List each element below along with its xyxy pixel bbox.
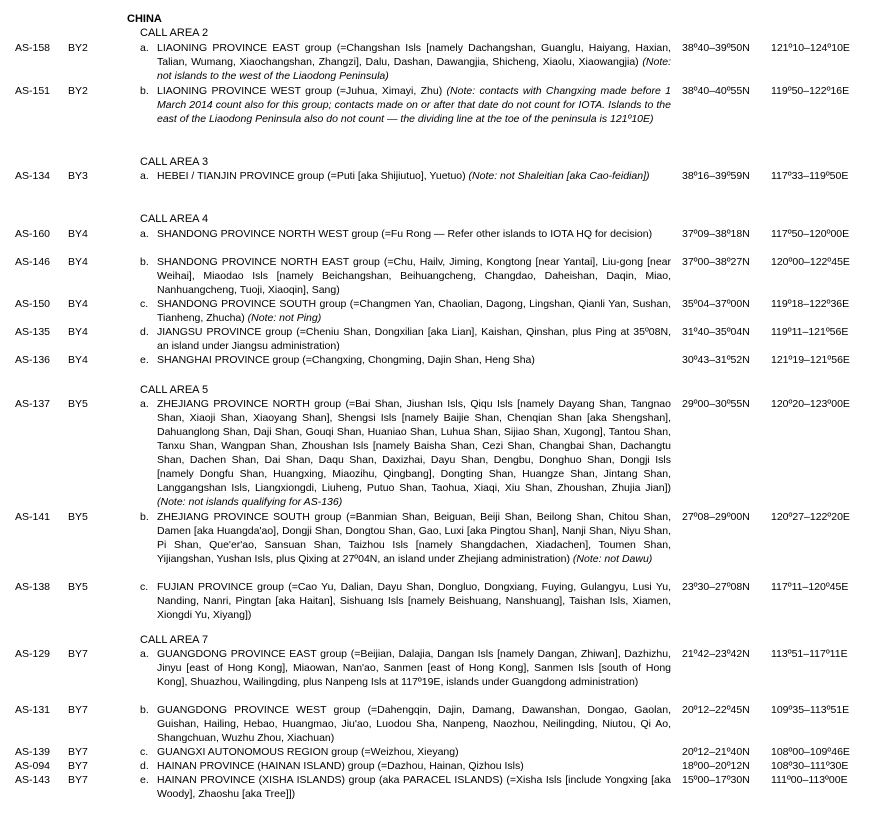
item-letter: a. [140, 648, 149, 660]
group-text: SHANGHAI PROVINCE group (=Changxing, Chongming, Dajin Shan, Heng Sha) [157, 354, 535, 366]
item-letter: d. [140, 326, 149, 338]
latitude-range: 20º12–21º40N [682, 746, 750, 758]
latitude-range: 37º00–38º27N [682, 256, 750, 268]
group-description [157, 510, 671, 566]
callsign-prefix: BY7 [68, 774, 88, 786]
iota-reference: AS-135 [15, 326, 51, 338]
group-text: SHANDONG PROVINCE NORTH EAST group (=Chu, Hailv, Jiming, Kongtong [near Yantai], Liu-gong [near Weihai], Miaodao Isls [namely Beichangshan, Beihuangcheng, Changdao, Daheishan, Daqin, Miao, Nanhuangcheng, Tuoji, Xiaoqin], Sang) [157, 256, 671, 296]
longitude-range: 111º00–113º00E [771, 774, 848, 786]
group-text: HAINAN PROVINCE (XISHA ISLANDS) group (aka PARACEL ISLANDS) (=Xisha Isls [include Yongxing [aka Woody], Zhaoshu [aka Tree]]) [157, 774, 671, 800]
latitude-range: 23º30–27º08N [682, 581, 750, 593]
iota-reference: AS-151 [15, 85, 51, 97]
callsign-prefix: BY5 [68, 581, 88, 593]
group-description [157, 41, 671, 83]
callsign-prefix: BY2 [68, 85, 88, 97]
iota-reference: AS-129 [15, 648, 51, 660]
longitude-range: 108º00–109º46E [771, 746, 850, 758]
latitude-range: 37º09–38º18N [682, 228, 750, 240]
iota-reference: AS-137 [15, 398, 51, 410]
group-note: (Note: not Shaleitian [aka Cao-feidian]) [468, 170, 650, 182]
iota-reference: AS-160 [15, 228, 51, 240]
callsign-prefix: BY7 [68, 746, 88, 758]
group-text: SHANDONG PROVINCE SOUTH group (=Changmen Yan, Chaolian, Dagong, Lingshan, Qianli Yan, Sushan, Tianheng, Zhucha) [157, 298, 671, 324]
iota-reference: AS-136 [15, 354, 51, 366]
callsign-prefix: BY4 [68, 326, 88, 338]
callsign-prefix: BY7 [68, 760, 88, 772]
group-description [157, 580, 671, 622]
iota-reference: AS-158 [15, 42, 51, 54]
latitude-range: 38º40–40º55N [682, 85, 750, 97]
group-text: GUANGDONG PROVINCE WEST group (=Dahengqin, Dajin, Damang, Dawanshan, Dongao, Gaolan, Guishan, Hailing, Hebao, Huangmao, Jiu'ao, Luodou Sha, Nanpeng, Naozhou, Neilingding, Niutou, Qi Ao, Shangchuan, Wuzhu Zhou, Xiachuan) [157, 704, 671, 744]
item-letter: c. [140, 298, 149, 310]
group-text: HAINAN PROVINCE (HAINAN ISLAND) group (=Dazhou, Hainan, Qizhou Isls) [157, 760, 524, 772]
callsign-prefix: BY4 [68, 354, 88, 366]
call-area-heading: CALL AREA 5 [140, 384, 209, 396]
callsign-prefix: BY5 [68, 511, 88, 523]
group-description [157, 773, 671, 801]
call-area-heading: CALL AREA 7 [140, 634, 209, 646]
iota-reference: AS-150 [15, 298, 51, 310]
group-description [157, 227, 671, 241]
group-description [157, 84, 671, 126]
item-letter: a. [140, 228, 149, 240]
item-letter: a. [140, 398, 149, 410]
latitude-range: 15º00–17º30N [682, 774, 750, 786]
iota-reference: AS-143 [15, 774, 51, 786]
iota-reference: AS-138 [15, 581, 51, 593]
iota-reference: AS-141 [15, 511, 51, 523]
country-heading: CHINA [127, 13, 162, 25]
callsign-prefix: BY4 [68, 228, 88, 240]
group-note: (Note: contacts with Changxing made before 1 March 2014 count also for this group; contacts made on or after that date do not count for IOTA. Islands to the east of the Liaodong Peninsula also do not count — the dividing line at the toe of the peninsula is 121º10E) [157, 85, 672, 125]
longitude-range: 117º11–120º45E [771, 581, 849, 593]
callsign-prefix: BY4 [68, 298, 88, 310]
item-letter: c. [140, 746, 149, 758]
longitude-range: 119º50–122º16E [771, 85, 850, 97]
group-text: HEBEI / TIANJIN PROVINCE group (=Puti [aka Shijiutuo], Yuetuo) [157, 170, 469, 182]
group-text: GUANGXI AUTONOMOUS REGION group (=Weizhou, Xieyang) [157, 746, 459, 758]
group-description [157, 745, 671, 759]
longitude-range: 117º50–120º00E [771, 228, 850, 240]
call-area-heading: CALL AREA 3 [140, 156, 209, 168]
longitude-range: 120º00–122º45E [771, 256, 850, 268]
callsign-prefix: BY4 [68, 256, 88, 268]
item-letter: a. [140, 42, 149, 54]
call-area-heading: CALL AREA 4 [140, 213, 209, 225]
group-text: ZHEJIANG PROVINCE NORTH group (=Bai Shan, Jiushan Isls, Qiqu Isls [namely Dayang Shan, Tangnao Shan, Xiaoji Shan, Xiaoyang Shan], Shengsi Isls [namely Baijie Shan, Chenqian Shan [aka Shengshan], Dahuanglong Shan, Daji Shan, Gouqi Shan, Huaniao Shan, Luhua Shan, Sijiao Shan, Xugong], Tantou Shan, Tanxu Shan, Wangpan Shan, Zhoushan Isls [namely Baisha Shan, Cezi Shan, Changbai Shan, Dachangtu Shan, Dachen Shan, Dai Shan, Daqu Shan, Daxizhai, Dayu Shan, Dengbu, Donghuo Shan, Dongji Isls [namely Dongfu Shan, Huangxing, Miaozihu, Qingbang], Dongting Shan, Huangze Shan, Jintang Shan, Langgangshan Isls, Liangxiongdi, Liuheng, Putuo Shan, Taohua, Xiaqi, Xiu Shan, Zhoushan, Zhujia Jian]) [157, 398, 671, 494]
longitude-range: 120º27–122º20E [771, 511, 850, 523]
group-text: ZHEJIANG PROVINCE SOUTH group (=Banmian Shan, Beiguan, Beiji Shan, Beilong Shan, Chitou Shan, Damen [aka Huangda'ao], Dongji Shan, Dongtou Shan, Gao, Luxi [aka Pingtou Shan], Nanji Shan, Niyu Shan, Pi Shan, Que'er'ao, Sansuan Shan, Taizhou Isls [namely Shangdachen, Xiadachen], Toumen Shan, Yijiangshan, Yushan Isls, plus Qixing at 27º04N, an island under Zhejiang administration) [157, 511, 671, 565]
longitude-range: 108º30–111º30E [771, 760, 849, 772]
iota-reference: AS-094 [15, 760, 51, 772]
group-note: (Note: not Ping) [247, 312, 322, 324]
group-description [157, 255, 671, 297]
longitude-range: 113º51–117º11E [771, 648, 848, 660]
latitude-range: 27º08–29º00N [682, 511, 750, 523]
item-letter: b. [140, 511, 149, 523]
latitude-range: 30º43–31º52N [682, 354, 750, 366]
longitude-range: 121º10–124º10E [771, 42, 850, 54]
group-description [157, 397, 671, 509]
longitude-range: 120º20–123º00E [771, 398, 850, 410]
group-description [157, 325, 671, 353]
longitude-range: 119º18–122º36E [771, 298, 850, 310]
call-area-heading: CALL AREA 2 [140, 27, 209, 39]
group-text: GUANGDONG PROVINCE EAST group (=Beijian, Dalajia, Dangan Isls [namely Dangan, Zhiwan], Dazhizhu, Jinyu [east of Hong Kong], Miaowan, Nan'ao, Sanmen [east of Hong Kong], Sanmen Isls [south of Hong Kong], Shuazhou, Wailingding, plus Nanpeng Isls at 117º19E, islands under Guangdong administration) [157, 648, 671, 688]
group-text: JIANGSU PROVINCE group (=Cheniu Shan, Dongxilian [aka Lian], Kaishan, Qinshan, plus Ping at 35º08N, an island under Jiangsu administration) [157, 326, 671, 352]
callsign-prefix: BY5 [68, 398, 88, 410]
item-letter: c. [140, 581, 149, 593]
group-description [157, 703, 671, 745]
group-text: FUJIAN PROVINCE group (=Cao Yu, Dalian, Dayu Shan, Dongluo, Dongxiang, Fuying, Gulangyu, Lusi Yu, Nanding, Nanri, Pingtan [aka Haitan], Sishuang Isls [namely Beishuang, Nanshuang], Taishan Isls, Xiamen, Xiongdi Yu, Xiyang]) [157, 581, 671, 621]
group-description [157, 169, 671, 183]
latitude-range: 38º40–39º50N [682, 42, 750, 54]
item-letter: b. [140, 256, 149, 268]
group-note: (Note: not islands qualifying for AS-136) [157, 496, 343, 508]
group-note: (Note: not Dawu) [572, 553, 653, 565]
iota-reference: AS-146 [15, 256, 51, 268]
callsign-prefix: BY7 [68, 648, 88, 660]
latitude-range: 38º16–39º59N [682, 170, 750, 182]
group-text: LIAONING PROVINCE WEST group (=Juhua, Ximayi, Zhu) [157, 85, 447, 97]
longitude-range: 121º19–121º56E [771, 354, 850, 366]
longitude-range: 109º35–113º51E [771, 704, 850, 716]
iota-reference: AS-131 [15, 704, 51, 716]
group-text: LIAONING PROVINCE EAST group (=Changshan Isls [namely Dachangshan, Guanglu, Haiyang, Haxian, Talian, Wumang, Xiaochangshan, Zhangzi], Dalu, Dashan, Dawangjia, Shicheng, Xiaolu, Xiaowangjia) [157, 42, 671, 68]
group-text: SHANDONG PROVINCE NORTH WEST group (=Fu Rong — Refer other islands to IOTA HQ for decision) [157, 228, 653, 240]
item-letter: d. [140, 760, 149, 772]
group-description [157, 353, 671, 367]
iota-reference: AS-134 [15, 170, 51, 182]
latitude-range: 35º04–37º00N [682, 298, 750, 310]
latitude-range: 20º12–22º45N [682, 704, 750, 716]
group-description [157, 759, 671, 773]
callsign-prefix: BY3 [68, 170, 88, 182]
latitude-range: 29º00–30º55N [682, 398, 750, 410]
latitude-range: 21º42–23º42N [682, 648, 750, 660]
item-letter: a. [140, 170, 149, 182]
item-letter: b. [140, 704, 149, 716]
group-description [157, 297, 671, 325]
callsign-prefix: BY7 [68, 704, 88, 716]
callsign-prefix: BY2 [68, 42, 88, 54]
longitude-range: 117º33–119º50E [771, 170, 849, 182]
item-letter: e. [140, 774, 149, 786]
longitude-range: 119º11–121º56E [771, 326, 849, 338]
latitude-range: 18º00–20º12N [682, 760, 750, 772]
item-letter: e. [140, 354, 149, 366]
iota-reference: AS-139 [15, 746, 51, 758]
item-letter: b. [140, 85, 149, 97]
group-note: (Note: not islands to the west of the Liaodong Peninsula) [157, 56, 671, 82]
latitude-range: 31º40–35º04N [682, 326, 750, 338]
group-description [157, 647, 671, 689]
